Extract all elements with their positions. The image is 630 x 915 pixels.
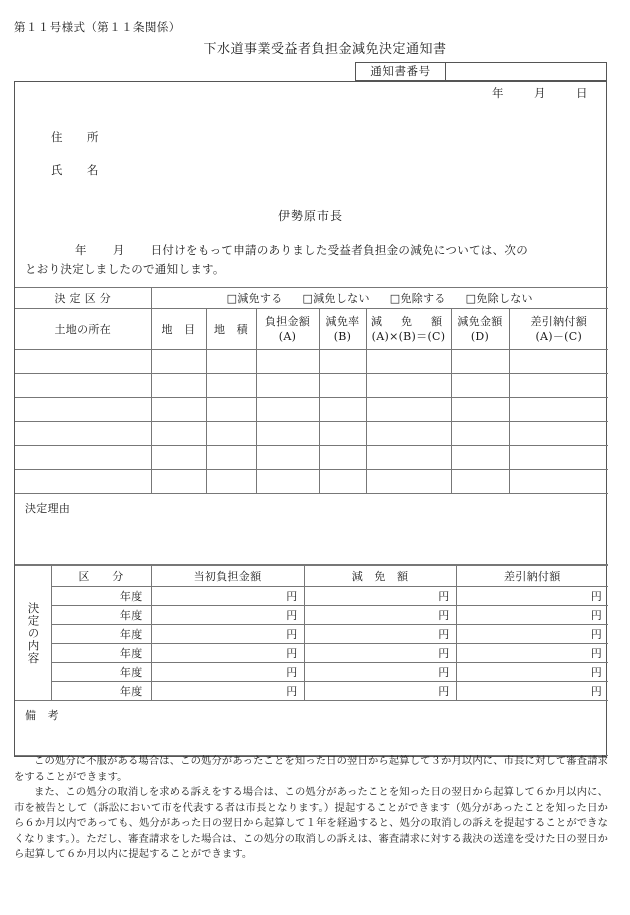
reason-label: 決定理由 <box>25 502 71 515</box>
cell-land-category[interactable] <box>151 350 206 374</box>
cell-land-category[interactable] <box>151 374 206 398</box>
dc-cell-initial-amount[interactable]: 円 <box>151 663 304 682</box>
cell-reduction-rate[interactable] <box>319 398 366 422</box>
cell-reduction-rate[interactable] <box>319 446 366 470</box>
dc-cell-balance[interactable]: 円 <box>456 606 608 625</box>
cell-charge-amount[interactable] <box>256 422 319 446</box>
footnote-paragraph-1: この処分に不服がある場合は、この処分があったことを知った日の翌日から起算して３か月以内に、市長に対して審査請求をすることができます。 <box>14 755 608 783</box>
table-row[interactable] <box>15 644 608 663</box>
statement-month: 月 <box>112 243 125 257</box>
decision-contents-table <box>15 565 608 756</box>
cell-land-area[interactable] <box>206 398 256 422</box>
cell-reduction-amount[interactable] <box>366 350 451 374</box>
table-row[interactable] <box>15 374 608 398</box>
cell-exempt-amount[interactable] <box>451 350 509 374</box>
cell-payable-balance[interactable] <box>509 422 608 446</box>
checkbox-option-reduce[interactable]: □減免する <box>226 292 283 305</box>
column-header-land-category: 地 目 <box>151 309 206 350</box>
issue-date-year: 年 <box>492 86 504 100</box>
decision-class-row <box>15 288 608 309</box>
dc-cell-balance[interactable]: 円 <box>456 644 608 663</box>
table-row[interactable] <box>15 587 608 606</box>
cell-payable-balance[interactable] <box>509 470 608 494</box>
remarks-label: 備 考 <box>25 709 59 722</box>
cell-reduction-amount[interactable] <box>366 470 451 494</box>
name-label: 氏 名 <box>51 163 99 177</box>
checkbox-option-no-exempt[interactable]: □免除しない <box>465 292 533 305</box>
notice-number-field[interactable] <box>446 63 606 80</box>
name-row <box>51 162 606 195</box>
column-header-reduction-rate: 減免率 (B) <box>319 309 366 350</box>
reason-cell[interactable] <box>15 494 608 565</box>
cell-charge-amount[interactable] <box>256 350 319 374</box>
dc-cell-reduction-amount[interactable]: 円 <box>304 587 456 606</box>
statement-line-2: とおり決定しましたので通知します。 <box>25 262 225 276</box>
dc-cell-balance[interactable]: 円 <box>456 625 608 644</box>
dc-cell-kubun[interactable]: 年度 <box>51 606 151 625</box>
cell-location[interactable] <box>15 470 151 494</box>
land-table-header-row <box>15 309 608 350</box>
cell-location[interactable] <box>15 374 151 398</box>
dc-cell-reduction-amount[interactable]: 円 <box>304 663 456 682</box>
table-row[interactable] <box>15 446 608 470</box>
cell-land-category[interactable] <box>151 422 206 446</box>
column-header-reduction-amount: 減 免 額 (A)×(B)＝(C) <box>366 309 451 350</box>
cell-land-area[interactable] <box>206 422 256 446</box>
cell-location[interactable] <box>15 350 151 374</box>
dc-cell-initial-amount[interactable]: 円 <box>151 587 304 606</box>
dc-column-header-initial-amount: 当初負担金額 <box>151 566 304 587</box>
cell-land-category[interactable] <box>151 446 206 470</box>
cell-location[interactable] <box>15 398 151 422</box>
dc-cell-initial-amount[interactable]: 円 <box>151 625 304 644</box>
dc-column-header-reduction-amount: 減 免 額 <box>304 566 456 587</box>
statement-text <box>15 224 606 287</box>
cell-charge-amount[interactable] <box>256 374 319 398</box>
footnote-paragraph-2: また、この処分の取消しを求める訴えをする場合は、この処分があったことを知った日の翌日から起算して６か月以内に、市を被告として（訴訟において市を代表する者は市長となります。）提起することができます（処分があったことを知った日から６か月以内であっても、処分があった日の翌日から起算して１年を経過すると、処分の取消しの訴えを提起することができなくなります。）。ただし、審査請求をした場合は、この処分の取消しの訴えは、審査請求に対する裁決の送達を受けた日の翌日から起算して６か月以内に提起することができます。 <box>14 786 608 860</box>
cell-exempt-amount[interactable] <box>451 374 509 398</box>
dc-cell-kubun[interactable]: 年度 <box>51 682 151 701</box>
checkbox-option-exempt[interactable]: □免除する <box>389 292 446 305</box>
column-header-payable-balance: 差引納付額 (A)－(C) <box>509 309 608 350</box>
table-row[interactable] <box>15 398 608 422</box>
dc-cell-reduction-amount[interactable]: 円 <box>304 682 456 701</box>
cell-exempt-amount[interactable] <box>451 398 509 422</box>
cell-land-area[interactable] <box>206 350 256 374</box>
cell-charge-amount[interactable] <box>256 470 319 494</box>
column-header-location: 土地の所在 <box>15 309 151 350</box>
dc-cell-initial-amount[interactable]: 円 <box>151 606 304 625</box>
notice-number-label: 通知書番号 <box>356 63 446 80</box>
table-row[interactable] <box>15 663 608 682</box>
statement-year: 年 <box>75 243 87 257</box>
cell-reduction-amount[interactable] <box>366 374 451 398</box>
column-header-exempt-amount: 減免金額 (D) <box>451 309 509 350</box>
document-title: 下水道事業受益者負担金減免決定通知書 <box>203 42 447 57</box>
dc-cell-kubun[interactable]: 年度 <box>51 644 151 663</box>
footnotes <box>14 754 608 863</box>
column-header-land-area: 地 積 <box>206 309 256 350</box>
dc-column-header-balance: 差引納付額 <box>456 566 608 587</box>
dc-cell-balance[interactable]: 円 <box>456 663 608 682</box>
decision-contents-side-label: 決定の内容 <box>15 566 51 701</box>
dc-cell-kubun[interactable]: 年度 <box>51 625 151 644</box>
decision-tables <box>15 287 608 565</box>
dc-cell-initial-amount[interactable]: 円 <box>151 682 304 701</box>
cell-charge-amount[interactable] <box>256 398 319 422</box>
cell-reduction-rate[interactable] <box>319 350 366 374</box>
table-row[interactable] <box>15 422 608 446</box>
dc-cell-reduction-amount[interactable]: 円 <box>304 606 456 625</box>
dc-cell-initial-amount[interactable]: 円 <box>151 644 304 663</box>
remarks-cell[interactable] <box>15 701 608 756</box>
cell-reduction-rate[interactable] <box>319 374 366 398</box>
cell-reduction-amount[interactable] <box>366 422 451 446</box>
table-row[interactable] <box>15 682 608 701</box>
dc-cell-reduction-amount[interactable]: 円 <box>304 644 456 663</box>
cell-location[interactable] <box>15 422 151 446</box>
address-row <box>51 129 606 162</box>
cell-payable-balance[interactable] <box>509 446 608 470</box>
cell-payable-balance[interactable] <box>509 374 608 398</box>
cell-exempt-amount[interactable] <box>451 422 509 446</box>
decision-class-label: 決 定 区 分 <box>15 288 151 309</box>
statement-body-1: 日付けをもって申請のありました受益者負担金の減免については、次の <box>150 243 528 257</box>
issuer-name: 伊勢原市長 <box>277 209 343 223</box>
form-number: 第１１号様式（第１１条関係） <box>14 20 181 34</box>
reason-row <box>15 494 608 565</box>
cell-payable-balance[interactable] <box>509 398 608 422</box>
column-header-charge-amount: 負担金額 (A) <box>256 309 319 350</box>
dc-cell-balance[interactable]: 円 <box>456 682 608 701</box>
cell-charge-amount[interactable] <box>256 446 319 470</box>
table-row[interactable] <box>15 350 608 374</box>
cell-reduction-rate[interactable] <box>319 470 366 494</box>
cell-location[interactable] <box>15 446 151 470</box>
cell-land-area[interactable] <box>206 374 256 398</box>
cell-exempt-amount[interactable] <box>451 446 509 470</box>
cell-land-category[interactable] <box>151 398 206 422</box>
dc-cell-reduction-amount[interactable]: 円 <box>304 625 456 644</box>
dc-column-header-kubun: 区 分 <box>51 566 151 587</box>
notice-number-box <box>355 62 607 81</box>
cell-land-area[interactable] <box>206 470 256 494</box>
cell-reduction-amount[interactable] <box>366 446 451 470</box>
decision-contents-header-row <box>15 566 608 587</box>
table-row[interactable] <box>15 470 608 494</box>
dc-cell-kubun[interactable]: 年度 <box>51 663 151 682</box>
cell-payable-balance[interactable] <box>509 350 608 374</box>
recipient-block <box>15 105 606 195</box>
remarks-row <box>15 701 608 756</box>
issue-date-month: 月 <box>534 86 546 100</box>
issue-date-day: 日 <box>576 86 588 100</box>
cell-reduction-rate[interactable] <box>319 422 366 446</box>
decision-class-options <box>151 288 608 309</box>
address-label: 住 所 <box>51 130 99 144</box>
cell-exempt-amount[interactable] <box>451 470 509 494</box>
main-frame <box>14 81 607 757</box>
table-row[interactable] <box>15 606 608 625</box>
checkbox-option-no-reduce[interactable]: □減免しない <box>302 292 370 305</box>
table-row[interactable] <box>15 625 608 644</box>
issue-date-line <box>15 82 606 105</box>
cell-land-category[interactable] <box>151 470 206 494</box>
cell-land-area[interactable] <box>206 446 256 470</box>
cell-reduction-amount[interactable] <box>366 398 451 422</box>
statement-line-1 <box>25 241 596 260</box>
dc-cell-kubun[interactable]: 年度 <box>51 587 151 606</box>
dc-cell-balance[interactable]: 円 <box>456 587 608 606</box>
